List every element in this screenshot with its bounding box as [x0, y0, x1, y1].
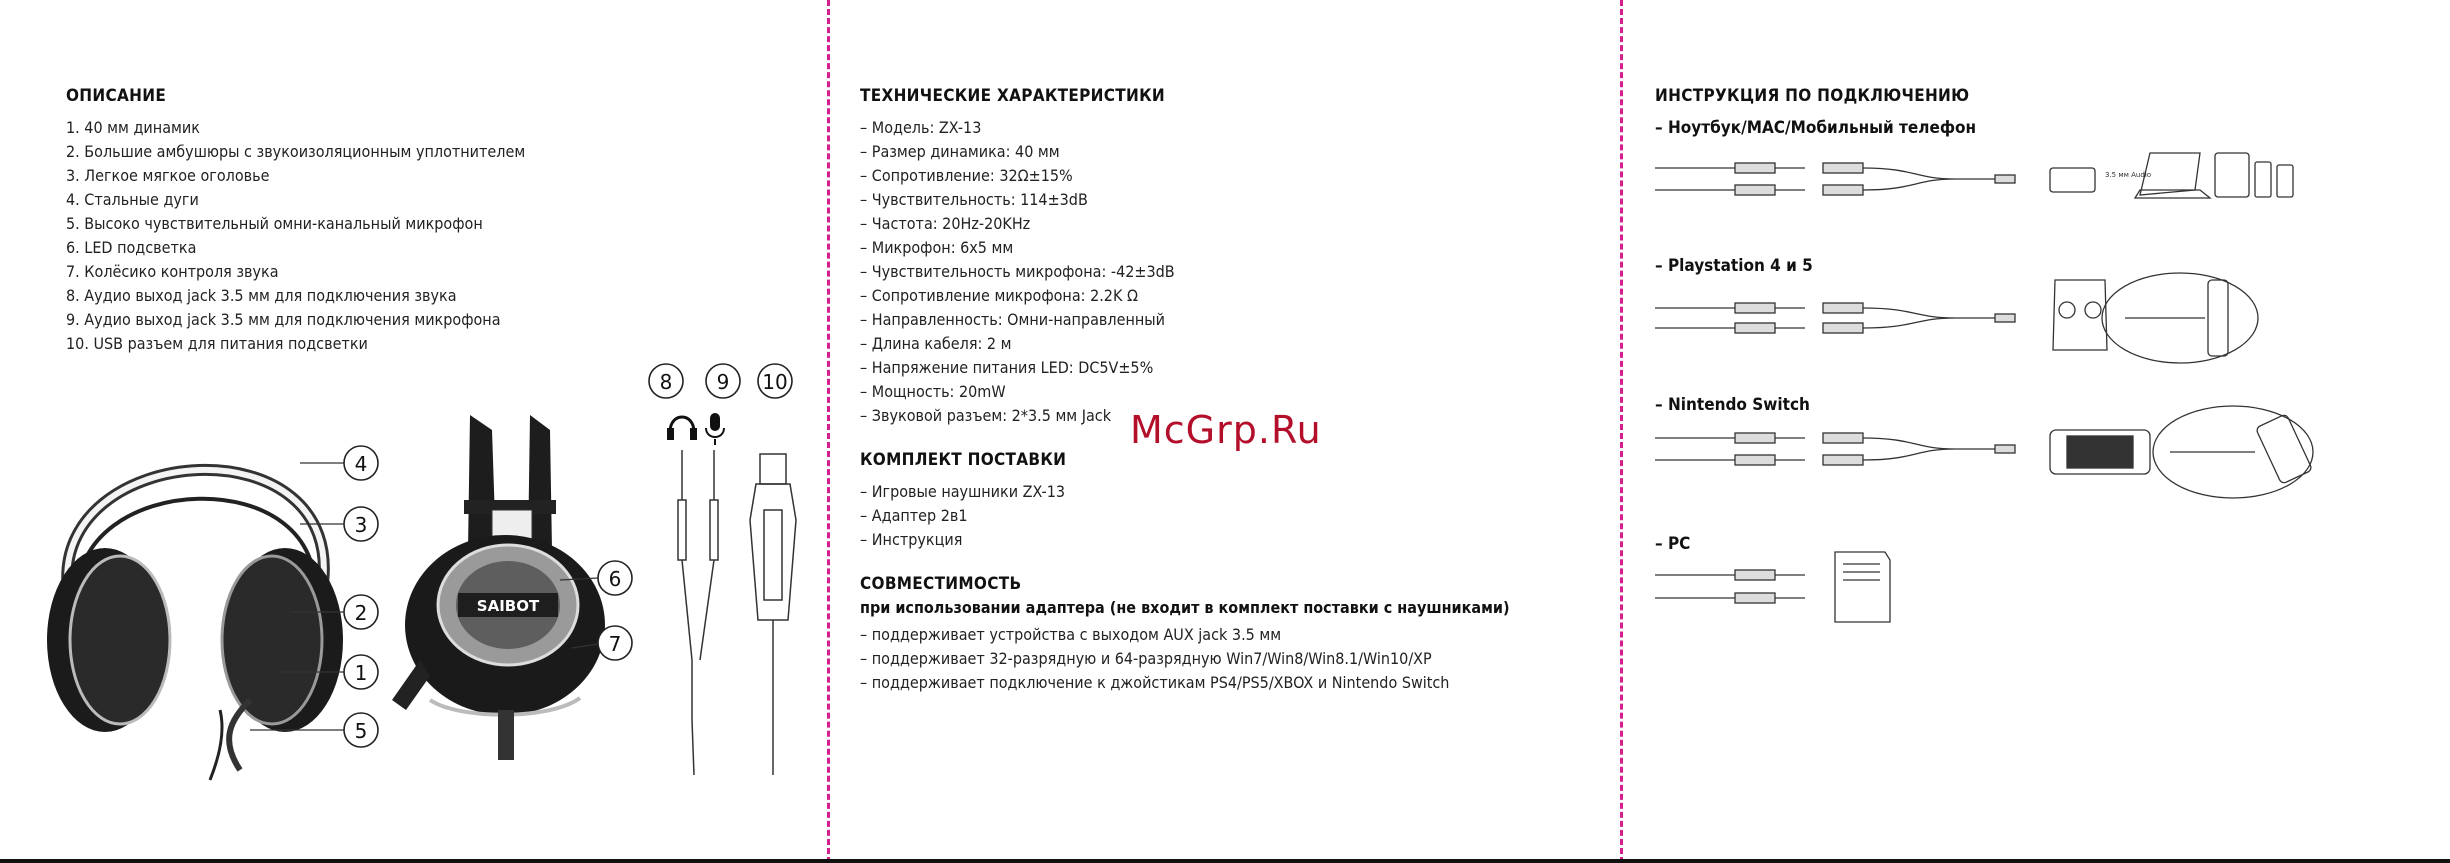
- spec-item: – Размер динамика: 40 мм: [860, 142, 1060, 161]
- headphone-icon: [667, 417, 697, 440]
- svg-text:8: 8: [659, 370, 673, 394]
- connection-label-playstation: – Playstation 4 и 5: [1655, 256, 1813, 276]
- svg-text:5: 5: [354, 719, 368, 743]
- headset-side-callouts: [0, 0, 650, 780]
- svg-text:10: 10: [762, 370, 788, 394]
- audio-badge: 3.5 мм Audio: [2105, 171, 2152, 179]
- spec-item: – Напряжение питания LED: DC5V±5%: [860, 358, 1154, 377]
- spec-item: – Чувствительность микрофона: -42±3dB: [860, 262, 1175, 281]
- svg-text:4: 4: [354, 452, 368, 476]
- microphone-icon: [706, 413, 724, 445]
- spec-item: – Направленность: Омни-направленный: [860, 310, 1166, 329]
- description-item: 5. Высоко чувствительный омни-канальный микрофон: [66, 214, 483, 233]
- package-section: [860, 450, 1510, 552]
- description-item: 6. LED подсветка: [66, 238, 197, 257]
- connection-title-wrap: [1655, 86, 1969, 116]
- connection-diagram-pc: [1655, 550, 1895, 630]
- compat-subtitle: при использовании адаптера (не входит в комплект поставки с наушниками): [860, 598, 1510, 617]
- compat-item: – поддерживает устройства с выходом AUX jack 3.5 мм: [860, 625, 1282, 644]
- description-item: 1. 40 мм динамик: [66, 118, 200, 137]
- description-item: 9. Аудио выход jack 3.5 мм для подключения микрофона: [66, 310, 501, 329]
- watermark: McGrp.Ru: [1130, 408, 1322, 452]
- connection-diagram-switch: [1655, 410, 2335, 510]
- description-item: 7. Колёсико контроля звука: [66, 262, 279, 281]
- package-item: – Игровые наушники ZX-13: [860, 482, 1066, 501]
- svg-text:3: 3: [354, 513, 368, 537]
- package-title: КОМПЛЕКТ ПОСТАВКИ: [860, 450, 1067, 470]
- spec-item: – Сопротивление: 32Ω±15%: [860, 166, 1073, 185]
- callout-9: [706, 364, 740, 398]
- connection-diagram-laptop: [1655, 150, 2315, 200]
- callout-7: [598, 626, 632, 660]
- description-item: 10. USB разъем для питания подсветки: [66, 334, 368, 353]
- package-item: – Адаптер 2в1: [860, 506, 968, 525]
- description-item: 4. Стальные дуги: [66, 190, 199, 209]
- package-item: – Инструкция: [860, 530, 963, 549]
- spec-item: – Сопротивление микрофона: 2.2K Ω: [860, 286, 1138, 305]
- description-item: 3. Легкое мягкое оголовье: [66, 166, 270, 185]
- spec-item: – Звуковой разъем: 2*3.5 мм Jack: [860, 406, 1112, 425]
- description-item: 2. Большие амбушюры с звукоизоляционным уплотнителем: [66, 142, 526, 161]
- compat-section: [860, 574, 1510, 695]
- specs-section: [860, 86, 1510, 695]
- connection-diagram-playstation: [1655, 270, 2275, 370]
- fold-line-right: [1620, 0, 1623, 863]
- bottom-rule: [0, 859, 2450, 863]
- svg-text:1: 1: [354, 661, 368, 685]
- spec-item: – Мощность: 20mW: [860, 382, 1006, 401]
- spec-item: – Микрофон: 6x5 мм: [860, 238, 1014, 257]
- spec-item: – Модель: ZX-13: [860, 118, 982, 137]
- specs-title: ТЕХНИЧЕСКИЕ ХАРАКТЕРИСТИКИ: [860, 86, 1166, 106]
- description-item: 8. Аудио выход jack 3.5 мм для подключения звука: [66, 286, 457, 305]
- svg-text:7: 7: [608, 632, 622, 656]
- svg-text:2: 2: [354, 601, 368, 625]
- connection-title: ИНСТРУКЦИЯ ПО ПОДКЛЮЧЕНИЮ: [1655, 86, 1970, 106]
- svg-text:9: 9: [716, 370, 730, 394]
- description-title: ОПИСАНИЕ: [66, 86, 167, 106]
- spec-item: – Частота: 20Hz-20KHz: [860, 214, 1031, 233]
- connection-label-switch: – Nintendo Switch: [1655, 395, 1810, 415]
- callout-8: [649, 364, 683, 398]
- callout-10: [758, 364, 792, 398]
- cable-ends-illustration: [640, 360, 810, 780]
- compat-item: – поддерживает подключение к джойстикам PS4/PS5/XBOX и Nintendo Switch: [860, 673, 1450, 692]
- connection-label-pc: – PC: [1655, 534, 1691, 554]
- callout-6: [598, 561, 632, 595]
- spec-item: – Чувствительность: 114±3dB: [860, 190, 1088, 209]
- compat-item: – поддерживает 32-разрядную и 64-разрядную Win7/Win8/Win8.1/Win10/XP: [860, 649, 1432, 668]
- fold-line-left: [827, 0, 830, 863]
- spec-item: – Длина кабеля: 2 м: [860, 334, 1012, 353]
- svg-text:6: 6: [608, 567, 622, 591]
- connection-label-laptop: – Ноутбук/MAC/Мобильный телефон: [1655, 118, 1977, 138]
- brand-label: SAIBOT: [476, 597, 540, 615]
- compat-title: СОВМЕСТИМОСТЬ: [860, 574, 1022, 594]
